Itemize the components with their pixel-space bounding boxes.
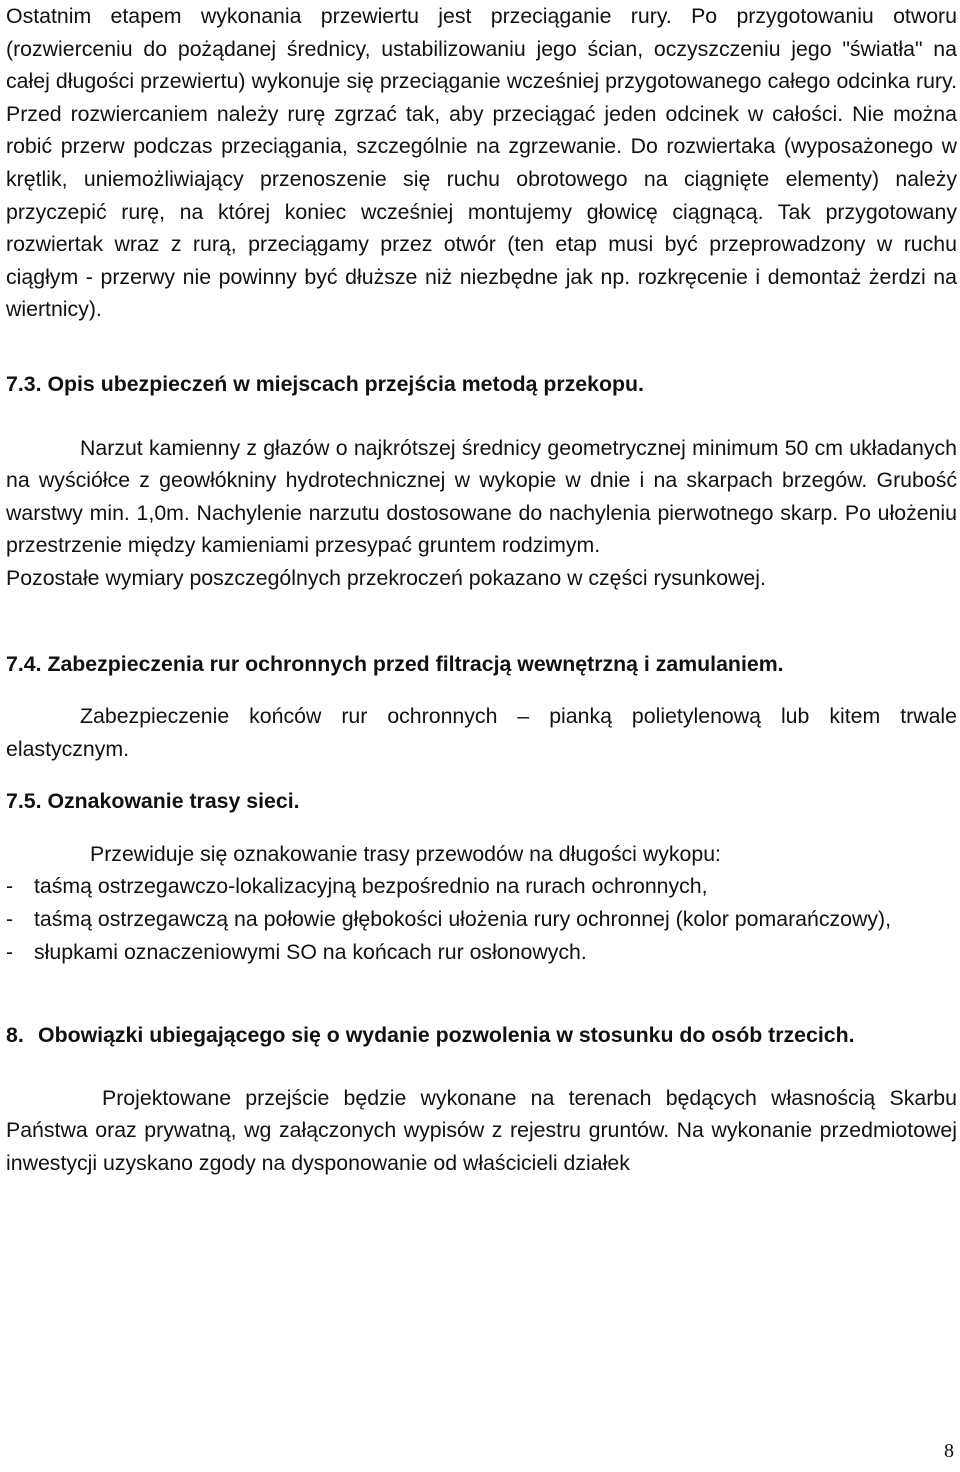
list-item-text: taśmą ostrzegawczo-lokalizacyjną bezpośrednio na rurach ochronnych, [34, 874, 708, 899]
section-7-3-paragraph: Narzut kamienny z głazów o najkrótszej średnicy geometrycznej minimum 50 cm układanych na wyściółce z geowłókniny hydrotechnicznej w wykopie w dnie i na skarpach brzegów. Grubość warstwy min. 1,0m. Nachylenie narzutu dostosowane do nachylenia pierwotnego skarp. Po ułożeniu przestrzenie między kamieniami przesypać gruntem rodzimym. [6, 435, 957, 558]
list-item [6, 870, 957, 903]
list-item [6, 936, 957, 969]
document-page [6, 0, 957, 1180]
section-8-paragraph: Projektowane przejście będzie wykonane na terenach będących własnością Skarbu Państwa oraz prywatną, wg załączonych wypisów z rejestru gruntów. Na wykonanie przedmiotowej inwestycji uzyskano zgody na dysponowanie od właścicieli działek [6, 1085, 957, 1176]
section-8-title: Obowiązki ubiegającego się o wydanie pozwolenia w stosunku do osób trzecich. [38, 1023, 855, 1048]
section-7-3-heading: 7.3. Opis ubezpieczeń w miejscach przejścia metodą przekopu. [6, 371, 644, 396]
paragraph-pipe-pulling: Ostatnim etapem wykonania przewiertu jest przeciąganie rury. Po przygotowaniu otworu (rozwierceniu do pożądanej średnicy, ustabilizowaniu jego ścian, oczyszczeniu jego "światła" na całej długości przewiertu) wykonuje się przeciąganie wcześniej przygotowanego całego odcinka rury. Przed rozwiercaniem należy rurę zgrzać tak, aby przeciągać jeden odcinek w całości. Nie można robić przerw podczas przeciągania, szczególnie na zgrzewanie. Do rozwiertaka (wyposażonego w krętlik, uniemożliwiający przenoszenie się ruchu obrotowego na ciągnięte elementy) należy przyczepić rurę, na której koniec wcześniej montujemy głowicę ciągnącą. Tak przygotowany rozwiertak wraz z rurą, przeciągamy przez otwór (ten etap musi być przeprowadzony w ruchu ciągłym - przerwy nie powinny być dłuższe niż niezbędne jak np. rozkręcenie i demontaż żerdzi na wiertnicy). [6, 4, 957, 322]
section-7-4-heading: 7.4. Zabezpieczenia rur ochronnych przed filtracją wewnętrzną i zamulaniem. [6, 651, 784, 676]
list-item-text: taśmą ostrzegawczą na połowie głębokości ułożenia rury ochronnej (kolor pomarańczowy), [34, 907, 892, 932]
dash-marker: - [6, 907, 14, 932]
section-7-5-intro: Przewiduje się oznakowanie trasy przewodów na długości wykopu: [90, 841, 721, 866]
section-7-5-heading: 7.5. Oznakowanie trasy sieci. [6, 789, 300, 814]
section-8-number: 8. [6, 1023, 24, 1048]
list-item-text: słupkami oznaczeniowymi SO na końcach rur osłonowych. [34, 939, 587, 964]
list-item [6, 903, 957, 936]
section-7-3-paragraph-2: Pozostałe wymiary poszczególnych przekroczeń pokazano w części rysunkowej. [6, 565, 766, 590]
section-8-heading [6, 1020, 957, 1051]
dash-marker: - [6, 874, 14, 899]
dash-marker: - [6, 939, 14, 964]
page-number: 8 [944, 1440, 954, 1462]
section-7-4-paragraph: Zabezpieczenie końców rur ochronnych – pianką polietylenową lub kitem trwale elastycznym. [6, 704, 957, 761]
